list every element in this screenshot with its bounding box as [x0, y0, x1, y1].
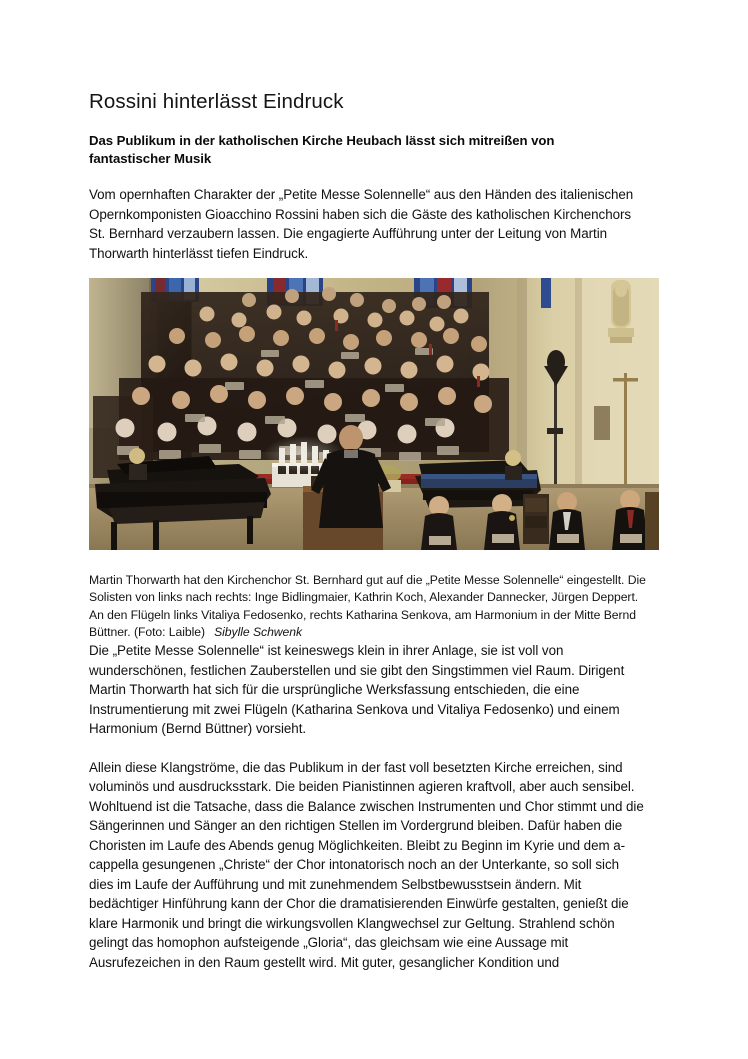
figure-caption-text: Martin Thorwarth hat den Kirchenchor St. Bernhard gut auf die „Petite Messe Solennelle“ eingestellt. Die Solisten von links nach rechts: Inge Bidlingmaier, Kathrin Koch, Alexander Dannecker, Jürgen Deppert. An den Flügeln links Vitaliya Fedosenko, rechts Katharina Senkova, am Harmonium in der Mitte Bernd Büttner. (Foto: Laible) [89, 573, 646, 639]
figure-caption [89, 572, 655, 641]
figure-byline: Sibylle Schwenk [214, 624, 303, 639]
article-figure [89, 278, 659, 641]
choir-photo-graphic [89, 278, 659, 550]
body-paragraph-2: Allein diese Klangströme, die das Publikum in der fast voll besetzten Kirche erreichen, sind voluminös und ausdrucksstark. Die beiden Pianistinnen agieren kraftvoll, aber auch sensibel. Wohltuend ist die Tatsache, dass die Balance zwischen Instrumenten und Chor stimmt und die Sängerinnen und Sänger an den richtigen Stellen im Vordergrund bleiben. Dafür haben die Choristen im Laufe des Abends genug Möglichkeiten. Bleibt zu Beginn im Kyrie und dem a-cappella gesungenen „Christe“ der Chor intonatorisch noch an der Unterkante, so soll sich dies im Laufe der Aufführung und mit zunehmendem Selbstbewusstsein ändern. Mit bedächtiger Hinführung kann der Chor die dramatisierenden Einwürfe gestalten, genießt die klare Harmonik und bringt die wirkungsvollen Klangwechsel zur Geltung. Strahlend schön gelingt das homophon aufsteigende „Gloria“, das gleichsam wie eine Aussage mit Ausrufezeichen in den Raum gestellt wird. Mit guter, gesanglicher Kondition und [89, 759, 644, 970]
lead-paragraph: Vom opernhaften Charakter der „Petite Messe Solennelle“ aus den Händen des italienischen Opernkomponisten Gioacchino Rossini haben sich die Gäste des katholischen Kirchenchors St. Bernhard verzaubern lassen. Die engagierte Aufführung unter der Leitung von Martin Thorwarth hinterlässt tiefen Eindruck. [89, 187, 634, 261]
article-body [89, 641, 661, 972]
body-paragraph-1: Die „Petite Messe Solennelle“ ist keineswegs klein in ihrer Anlage, sie ist voll von wunderschönen, festlichen Zauberstellen und sie gibt den Singstimmen viel Raum. Dirigent Martin Thorwarth hat sich für die ursprüngliche Werksfassung entschieden, die eine Instrumentierung mit zwei Flügeln (Katharina Senkova und Vitaliya Fedosenko) und einem Harmonium (Bernd Büttner) vorsieht. [89, 643, 625, 737]
choir-concert-photo [89, 278, 659, 550]
article-subheadline: Das Publikum in der katholischen Kirche Heubach lässt sich mitreißen von fantastischer Musik [89, 132, 555, 166]
article-content [89, 90, 661, 972]
page-title: Rossini hinterlässt Eindruck [89, 90, 344, 113]
